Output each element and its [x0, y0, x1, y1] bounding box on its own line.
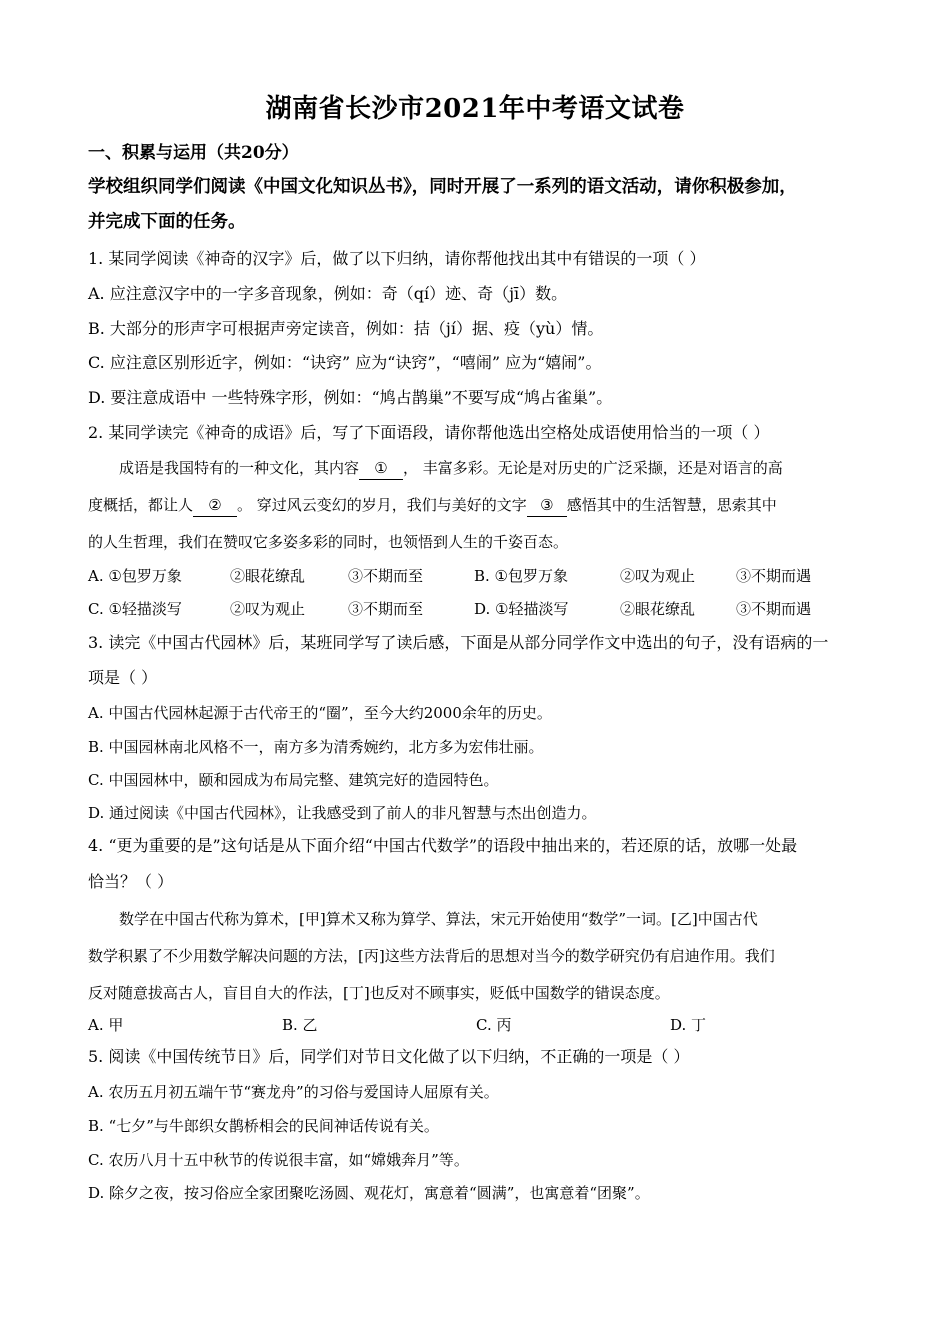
question-2-options-row-1: [88, 565, 811, 587]
question-5-stem: 5. 阅读《中国传统节日》后，同学们对节日文化做了以下归纳，不正确的一项是（ ）: [88, 1047, 690, 1066]
question-5-option-a: A. 农历五月初五端午节“赛龙舟”的习俗与爱国诗人屈原有关。: [88, 1083, 499, 1101]
question-3-option-d: D. 通过阅读《中国古代园林》，让我感受到了前人的非凡智慧与杰出创造力。: [88, 804, 597, 822]
question-1-option-a: A. 应注意汉字中的一字多音现象，例如：奇（qí）迹、奇（jī）数。: [88, 284, 568, 303]
page-title: 湖南省长沙市2021年中考语文试卷: [265, 94, 685, 124]
question-5-option-d: D. 除夕之夜，按习俗应全家团聚吃汤圆、观花灯，寓意着“圆满”，也寓意着“团聚”。: [88, 1184, 650, 1202]
option-a: A. 甲: [88, 1016, 124, 1034]
question-3-stem-line-2: 项是（ ）: [88, 668, 158, 687]
question-3-stem-line-1: 3. 读完《中国古代园林》后，某班同学写了读后感，下面是从部分同学作文中选出的句子，没有语病的一: [88, 633, 829, 652]
question-1-option-b: B. 大部分的形声字可根据声旁定读音，例如：拮（jí）据、疫（yù）情。: [88, 319, 604, 338]
question-2-options-row-2: [88, 598, 811, 620]
question-2-passage-line-2: [88, 494, 777, 517]
intro-line-2: 并完成下面的任务。: [88, 212, 246, 232]
blank-2: ②: [193, 494, 237, 517]
option-b-2: ②叹为观止: [620, 567, 696, 585]
question-4-passage-line-3: 反对随意拔高古人，盲目自大的作法，[丁]也反对不顾事实，贬低中国数学的错误态度。: [88, 984, 670, 1002]
blank-1: ①: [359, 457, 403, 480]
option-d-2: ②眼花缭乱: [620, 600, 696, 618]
option-a-3: ③不期而至: [348, 567, 424, 585]
option-a-1: A. ①包罗万象: [88, 567, 182, 585]
question-1-option-d: D. 要注意成语中 一些特殊字形，例如：“鸠占鹊巢”不要写成“鸠占雀巢”。: [88, 388, 613, 407]
passage-text: 感悟其中的生活智慧，思索其中: [566, 496, 777, 514]
option-d-1: D. ①轻描淡写: [474, 600, 569, 618]
question-3-option-b: B. 中国园林南北风格不一，南方多为清秀婉约，北方多为宏伟壮丽。: [88, 738, 544, 756]
option-b: B. 乙: [282, 1016, 318, 1034]
question-2-passage-line-1: [119, 457, 783, 480]
option-c-2: ②叹为观止: [230, 600, 306, 618]
question-2-stem: 2. 某同学读完《神奇的成语》后，写了下面语段，请你帮他选出空格处成语使用恰当的一项（ ）: [88, 423, 770, 442]
option-d-3: ③不期而遇: [736, 600, 812, 618]
passage-text: 度概括，都让人: [88, 496, 194, 514]
question-4-passage-line-1: 数学在中国古代称为算术，[甲]算术又称为算学、算法，宋元开始使用“数学”一词。[乙]中国古代: [119, 910, 758, 928]
question-4-stem-line-1: 4. “更为重要的是”这句话是从下面介绍“中国古代数学”的语段中抽出来的，若还原的话，放哪一处最: [88, 836, 798, 855]
option-c-1: C. ①轻描淡写: [88, 600, 182, 618]
question-4-options: [88, 1014, 706, 1036]
question-3-option-c: C. 中国园林中，颐和园成为布局完整、建筑完好的造园特色。: [88, 771, 499, 789]
question-4-stem-line-2: 恰当？（ ）: [88, 872, 174, 891]
passage-text: 。 穿过风云变幻的岁月，我们与美好的文字: [237, 496, 527, 514]
intro-line-1: 学校组织同学们阅读《中国文化知识丛书》，同时开展了一系列的语文活动，请你积极参加，: [88, 177, 797, 197]
section-heading: 一、积累与运用（共20分）: [88, 143, 299, 163]
option-b-3: ③不期而遇: [736, 567, 812, 585]
option-c: C. 丙: [476, 1016, 512, 1034]
option-c-3: ③不期而至: [348, 600, 424, 618]
question-5-option-c: C. 农历八月十五中秋节的传说很丰富，如“嫦娥奔月”等。: [88, 1151, 469, 1169]
question-4-passage-line-2: 数学积累了不少用数学解决问题的方法，[丙]这些方法背后的思想对当今的数学研究仍有启迪作用。我们: [88, 947, 775, 965]
option-d: D. 丁: [670, 1016, 707, 1034]
question-5-option-b: B. “七夕”与牛郎织女鹊桥相会的民间神话传说有关。: [88, 1117, 439, 1135]
passage-text: ， 丰富多彩。无论是对历史的广泛采撷，还是对语言的高: [403, 459, 783, 477]
question-2-passage-line-3: 的人生哲理，我们在赞叹它多姿多彩的同时，也领悟到人生的千姿百态。: [88, 533, 569, 551]
option-b-1: B. ①包罗万象: [474, 567, 569, 585]
option-a-2: ②眼花缭乱: [230, 567, 306, 585]
passage-text: 成语是我国特有的一种文化，其内容: [119, 459, 360, 477]
question-1-stem: 1. 某同学阅读《神奇的汉字》后，做了以下归纳，请你帮他找出其中有错误的一项（ ）: [88, 249, 706, 268]
question-1-option-c: C. 应注意区别形近字，例如：“诀窍” 应为“诀窍”，“嘻闹” 应为“嬉闹”。: [88, 353, 602, 372]
blank-3: ③: [527, 494, 567, 517]
question-3-option-a: A. 中国古代园林起源于古代帝王的“圈”，至今大约2000余年的历史。: [88, 704, 552, 722]
